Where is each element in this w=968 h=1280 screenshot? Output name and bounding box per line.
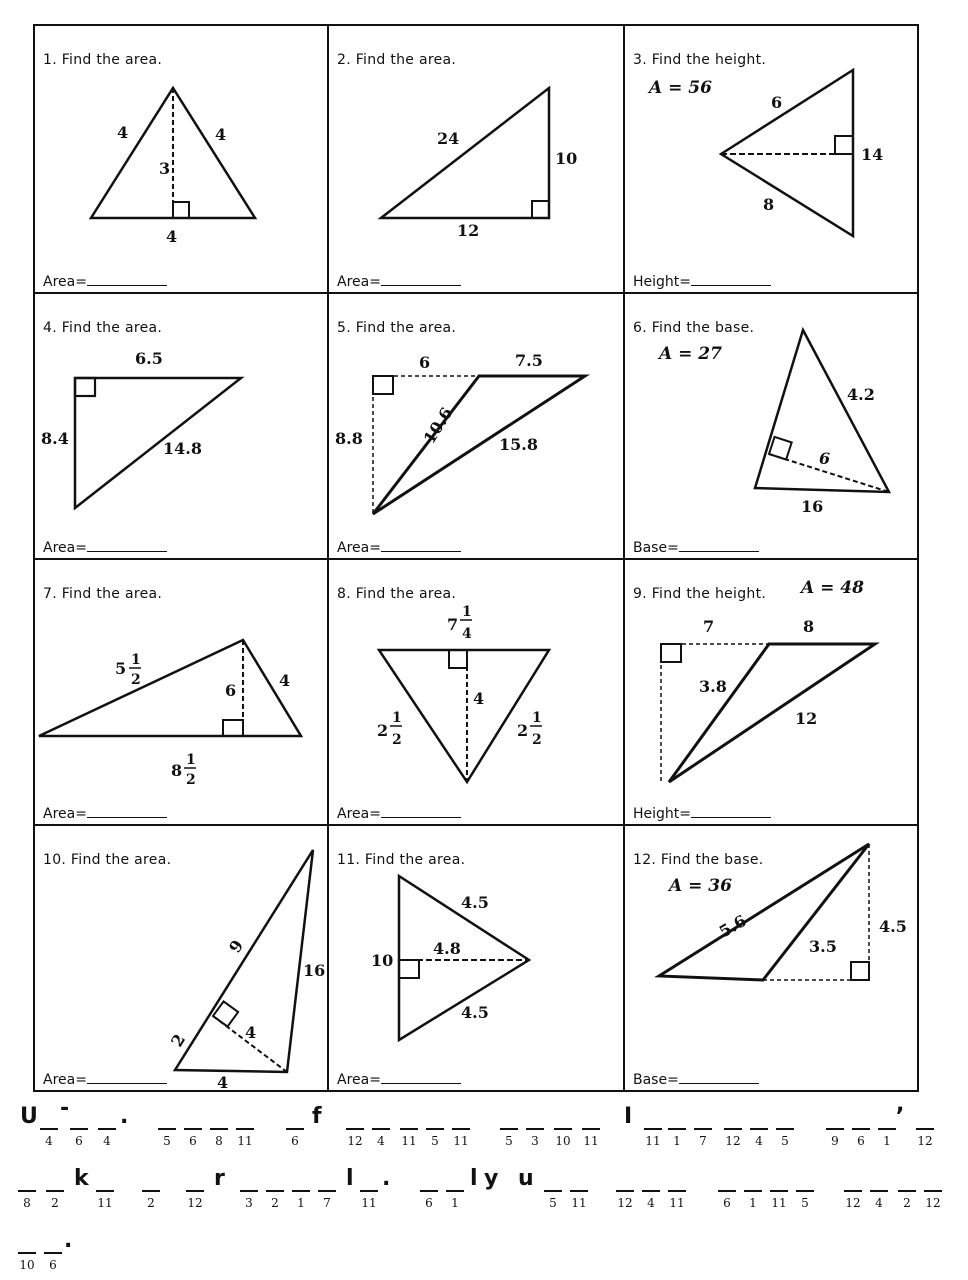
- base-label-whole: 8: [171, 761, 183, 780]
- code-number: 11: [771, 1196, 787, 1210]
- side-label: 4: [117, 123, 129, 142]
- letter-blank[interactable]: [70, 1128, 88, 1130]
- code-number: 11: [571, 1196, 587, 1210]
- answer-field[interactable]: [633, 1072, 759, 1088]
- code-number: 11: [583, 1134, 599, 1148]
- code-number: 1: [451, 1196, 459, 1210]
- triangle-figure: [35, 26, 327, 292]
- given-area: A = 48: [801, 578, 864, 598]
- code-number: 1: [883, 1134, 891, 1148]
- base-label: 16: [801, 497, 824, 516]
- side-label-numerator: 1: [131, 652, 141, 668]
- letter-blank[interactable]: [826, 1128, 844, 1130]
- triangle-figure: [625, 26, 919, 292]
- side-label: 9: [225, 936, 248, 957]
- triangle-figure: [625, 826, 919, 1090]
- code-number: 5: [505, 1134, 513, 1148]
- code-number: 6: [425, 1196, 433, 1210]
- problem-1: [35, 26, 327, 292]
- letter-blank[interactable]: [924, 1190, 942, 1192]
- code-number: 3: [531, 1134, 539, 1148]
- answer-field[interactable]: [337, 540, 461, 556]
- side-label-numerator: 1: [532, 710, 542, 726]
- letter-blank[interactable]: [642, 1190, 660, 1192]
- puzzle-letter: f: [312, 1104, 322, 1129]
- letter-blank[interactable]: [426, 1128, 444, 1130]
- code-number: 11: [97, 1196, 113, 1210]
- letter-blank[interactable]: [286, 1128, 304, 1130]
- code-number: 4: [377, 1134, 385, 1148]
- code-number: 7: [699, 1134, 707, 1148]
- code-number: 4: [875, 1196, 883, 1210]
- base-label-numerator: 1: [186, 752, 196, 768]
- problem-7: [35, 560, 327, 824]
- problem-prompt: 6. Find the base.: [633, 320, 755, 336]
- side-label: 3.8: [699, 677, 727, 696]
- answer-field[interactable]: [337, 274, 461, 290]
- side-label: 6: [771, 93, 783, 112]
- puzzle-letter: r: [214, 1166, 225, 1191]
- letter-blank[interactable]: [500, 1128, 518, 1130]
- side-label-denominator: 2: [392, 732, 402, 748]
- problem-10: [35, 826, 327, 1090]
- code-number: 11: [237, 1134, 253, 1148]
- letter-blank[interactable]: [770, 1190, 788, 1192]
- problem-12: [625, 826, 919, 1090]
- side-label: 15.8: [499, 435, 538, 454]
- base-label-denominator: 2: [186, 772, 196, 788]
- letter-blank[interactable]: [46, 1190, 64, 1192]
- side-label: 10: [371, 951, 394, 970]
- letter-blank[interactable]: [668, 1190, 686, 1192]
- code-number: 5: [549, 1196, 557, 1210]
- answer-label: Area=: [337, 274, 381, 290]
- side-label: 24: [437, 129, 460, 148]
- letter-blank[interactable]: [616, 1190, 634, 1192]
- letter-blank[interactable]: [360, 1190, 378, 1192]
- code-number: 1: [673, 1134, 681, 1148]
- code-number: 8: [215, 1134, 223, 1148]
- code-number: 6: [857, 1134, 865, 1148]
- base-label: 4: [166, 227, 178, 246]
- triangle-figure: [329, 294, 623, 558]
- given-area: A = 27: [659, 344, 722, 364]
- puzzle-letter: I: [624, 1104, 633, 1129]
- code-number: 11: [453, 1134, 469, 1148]
- letter-blank[interactable]: [776, 1128, 794, 1130]
- code-number: 2: [271, 1196, 279, 1210]
- code-number: 11: [645, 1134, 661, 1148]
- triangle-figure: [35, 560, 327, 824]
- letter-blank[interactable]: [668, 1128, 686, 1130]
- letter-blank[interactable]: [158, 1128, 176, 1130]
- problem-prompt: 4. Find the area.: [43, 320, 163, 336]
- puzzle-letter: l: [470, 1166, 478, 1191]
- letter-blank[interactable]: [452, 1128, 470, 1130]
- code-number: 5: [163, 1134, 171, 1148]
- base-label: 12: [457, 221, 480, 240]
- problem-4: [35, 294, 327, 558]
- puzzle-letter: l: [346, 1166, 354, 1191]
- code-number: 10: [555, 1134, 571, 1148]
- side-label: 7: [703, 617, 715, 636]
- top-label-denominator: 4: [462, 626, 472, 642]
- letter-blank[interactable]: [40, 1128, 58, 1130]
- puzzle-letter: ,: [896, 1092, 905, 1117]
- puzzle-letter: .: [120, 1104, 129, 1129]
- code-number: 3: [245, 1196, 253, 1210]
- triangle-figure: [625, 294, 919, 558]
- letter-blank[interactable]: [186, 1190, 204, 1192]
- top-label-whole: 7: [447, 615, 459, 634]
- side-label: 3.5: [809, 937, 837, 956]
- answer-label: Area=: [337, 540, 381, 556]
- puzzle-letter: .: [382, 1166, 391, 1191]
- letter-blank[interactable]: [916, 1128, 934, 1130]
- problem-3: [625, 26, 919, 292]
- letter-blank[interactable]: [744, 1190, 762, 1192]
- problem-prompt: 8. Find the area.: [337, 586, 457, 602]
- side-label: 4.5: [461, 1003, 489, 1022]
- problem-prompt: 12. Find the base.: [633, 852, 764, 868]
- side-label: 5.6: [715, 911, 750, 942]
- side-label-whole: 2: [517, 721, 529, 740]
- code-number: 12: [347, 1134, 363, 1148]
- code-number: 5: [431, 1134, 439, 1148]
- given-area: A = 36: [669, 876, 732, 896]
- side-label: 4: [215, 125, 227, 144]
- answer-label: Area=: [43, 1072, 87, 1088]
- letter-blank[interactable]: [796, 1190, 814, 1192]
- side-label: 16: [303, 961, 326, 980]
- puzzle-letter: u: [518, 1166, 534, 1191]
- side-label-denominator: 2: [532, 732, 542, 748]
- letter-blank[interactable]: [724, 1128, 742, 1130]
- side-label: 8.4: [41, 429, 69, 448]
- letter-blank[interactable]: [18, 1252, 36, 1254]
- code-number: 4: [103, 1134, 111, 1148]
- letter-blank[interactable]: [266, 1190, 284, 1192]
- answer-field[interactable]: [633, 540, 759, 556]
- side-label: 14.8: [163, 439, 202, 458]
- code-number: 6: [49, 1258, 57, 1272]
- code-number: 12: [617, 1196, 633, 1210]
- side-label: 2: [167, 1030, 190, 1051]
- triangle-figure: [329, 560, 623, 824]
- answer-label: Area=: [43, 274, 87, 290]
- side-label: 8.8: [335, 429, 363, 448]
- height-label: 4.5: [879, 917, 907, 936]
- height-label: 4.8: [433, 939, 461, 958]
- given-area: A = 56: [649, 78, 712, 98]
- code-number: 10: [19, 1258, 35, 1272]
- puzzle-letter: y: [484, 1166, 499, 1191]
- letter-blank[interactable]: [694, 1128, 712, 1130]
- triangle-figure: [35, 826, 327, 1090]
- puzzle-letter: .: [64, 1228, 73, 1253]
- side-label: 8: [763, 195, 775, 214]
- height-label: 4: [473, 689, 485, 708]
- side-label: 6: [419, 353, 431, 372]
- puzzle-letter: -: [60, 1096, 70, 1121]
- code-number: 5: [801, 1196, 809, 1210]
- answer-label: Height=: [633, 806, 692, 822]
- code-number: 12: [187, 1196, 203, 1210]
- code-number: 12: [925, 1196, 941, 1210]
- code-number: 2: [147, 1196, 155, 1210]
- code-number: 12: [725, 1134, 741, 1148]
- letter-blank[interactable]: [544, 1190, 562, 1192]
- answer-label: Base=: [633, 1072, 679, 1088]
- letter-blank[interactable]: [570, 1190, 588, 1192]
- triangle-figure: [35, 294, 327, 558]
- code-number: 7: [323, 1196, 331, 1210]
- letter-blank[interactable]: [142, 1190, 160, 1192]
- code-number: 11: [401, 1134, 417, 1148]
- problem-9: [625, 560, 919, 824]
- letter-blank[interactable]: [750, 1128, 768, 1130]
- problem-prompt: 11. Find the area.: [337, 852, 466, 868]
- problem-8: [329, 560, 623, 824]
- height-label: 6: [819, 449, 831, 468]
- answer-field[interactable]: [43, 274, 167, 290]
- code-number: 5: [781, 1134, 789, 1148]
- code-number: 4: [647, 1196, 655, 1210]
- letter-blank[interactable]: [870, 1190, 888, 1192]
- answer-field[interactable]: [337, 1072, 461, 1088]
- side-label-denominator: 2: [131, 672, 141, 688]
- letter-blank[interactable]: [18, 1190, 36, 1192]
- answer-field[interactable]: [337, 806, 461, 822]
- worksheet-grid: [33, 24, 919, 1092]
- answer-label: Area=: [337, 806, 381, 822]
- side-label: 10: [555, 149, 578, 168]
- top-label-numerator: 1: [462, 604, 472, 620]
- height-label: 3: [159, 159, 171, 178]
- triangle-figure: [329, 26, 623, 292]
- code-number: 9: [831, 1134, 839, 1148]
- letter-blank[interactable]: [346, 1128, 364, 1130]
- side-label: 4: [279, 671, 291, 690]
- problem-2: [329, 26, 623, 292]
- side-label: 6.5: [135, 349, 163, 368]
- code-number: 6: [723, 1196, 731, 1210]
- code-number: 6: [291, 1134, 299, 1148]
- letter-blank[interactable]: [98, 1128, 116, 1130]
- answer-label: Area=: [43, 806, 87, 822]
- height-label: 6: [225, 681, 237, 700]
- letter-blank[interactable]: [372, 1128, 390, 1130]
- problem-prompt: 10. Find the area.: [43, 852, 172, 868]
- code-number: 6: [75, 1134, 83, 1148]
- letter-blank[interactable]: [292, 1190, 310, 1192]
- answer-field[interactable]: [43, 540, 167, 556]
- answer-field[interactable]: [43, 1072, 167, 1088]
- code-number: 12: [845, 1196, 861, 1210]
- side-label-whole: 2: [377, 721, 389, 740]
- problem-5: [329, 294, 623, 558]
- code-number: 1: [749, 1196, 757, 1210]
- letter-blank[interactable]: [554, 1128, 572, 1130]
- side-label: 12: [795, 709, 818, 728]
- code-number: 1: [297, 1196, 305, 1210]
- answer-label: Area=: [43, 540, 87, 556]
- letter-blank[interactable]: [898, 1190, 916, 1192]
- problem-prompt: 5. Find the area.: [337, 320, 457, 336]
- letter-blank[interactable]: [878, 1128, 896, 1130]
- letter-blank[interactable]: [446, 1190, 464, 1192]
- letter-blank[interactable]: [582, 1128, 600, 1130]
- letter-blank[interactable]: [318, 1190, 336, 1192]
- side-label-numerator: 1: [392, 710, 402, 726]
- letter-blank[interactable]: [852, 1128, 870, 1130]
- letter-blank[interactable]: [644, 1128, 662, 1130]
- code-number: 11: [361, 1196, 377, 1210]
- code-number: 2: [903, 1196, 911, 1210]
- letter-blank[interactable]: [420, 1190, 438, 1192]
- code-number: 2: [51, 1196, 59, 1210]
- letter-blank[interactable]: [210, 1128, 228, 1130]
- problem-6: [625, 294, 919, 558]
- code-number: 6: [189, 1134, 197, 1148]
- puzzle-letter: k: [74, 1166, 89, 1191]
- letter-blank[interactable]: [184, 1128, 202, 1130]
- problem-prompt: 9. Find the height.: [633, 586, 767, 602]
- answer-field[interactable]: [633, 806, 771, 822]
- letter-blank[interactable]: [844, 1190, 862, 1192]
- side-label-whole: 5: [115, 659, 127, 678]
- problem-prompt: 7. Find the area.: [43, 586, 163, 602]
- answer-field[interactable]: [43, 806, 167, 822]
- decoder-puzzle: [0, 1094, 968, 1280]
- code-number: 12: [917, 1134, 933, 1148]
- letter-blank[interactable]: [718, 1190, 736, 1192]
- answer-label: Height=: [633, 274, 692, 290]
- letter-blank[interactable]: [400, 1128, 418, 1130]
- code-number: 4: [45, 1134, 53, 1148]
- side-label: 8: [803, 617, 815, 636]
- problem-11: [329, 826, 623, 1090]
- side-label: 14: [861, 145, 884, 164]
- letter-blank[interactable]: [526, 1128, 544, 1130]
- side-label: 4.2: [847, 385, 875, 404]
- problem-prompt: 3. Find the height.: [633, 52, 767, 68]
- side-label: 10.6: [419, 403, 457, 448]
- letter-blank[interactable]: [44, 1252, 62, 1254]
- letter-blank[interactable]: [240, 1190, 258, 1192]
- problem-prompt: 2. Find the area.: [337, 52, 457, 68]
- answer-label: Base=: [633, 540, 679, 556]
- letter-blank[interactable]: [96, 1190, 114, 1192]
- puzzle-letter: U: [20, 1104, 38, 1129]
- side-label: 7.5: [515, 351, 543, 370]
- height-label: 4: [245, 1023, 257, 1042]
- answer-label: Area=: [337, 1072, 381, 1088]
- code-number: 11: [669, 1196, 685, 1210]
- code-number: 8: [23, 1196, 31, 1210]
- side-label: 4.5: [461, 893, 489, 912]
- triangle-figure: [625, 560, 919, 824]
- problem-prompt: 1. Find the area.: [43, 52, 163, 68]
- base-label: 4: [217, 1073, 229, 1092]
- code-number: 4: [755, 1134, 763, 1148]
- answer-field[interactable]: [633, 274, 771, 290]
- triangle-figure: [329, 826, 623, 1090]
- letter-blank[interactable]: [236, 1128, 254, 1130]
